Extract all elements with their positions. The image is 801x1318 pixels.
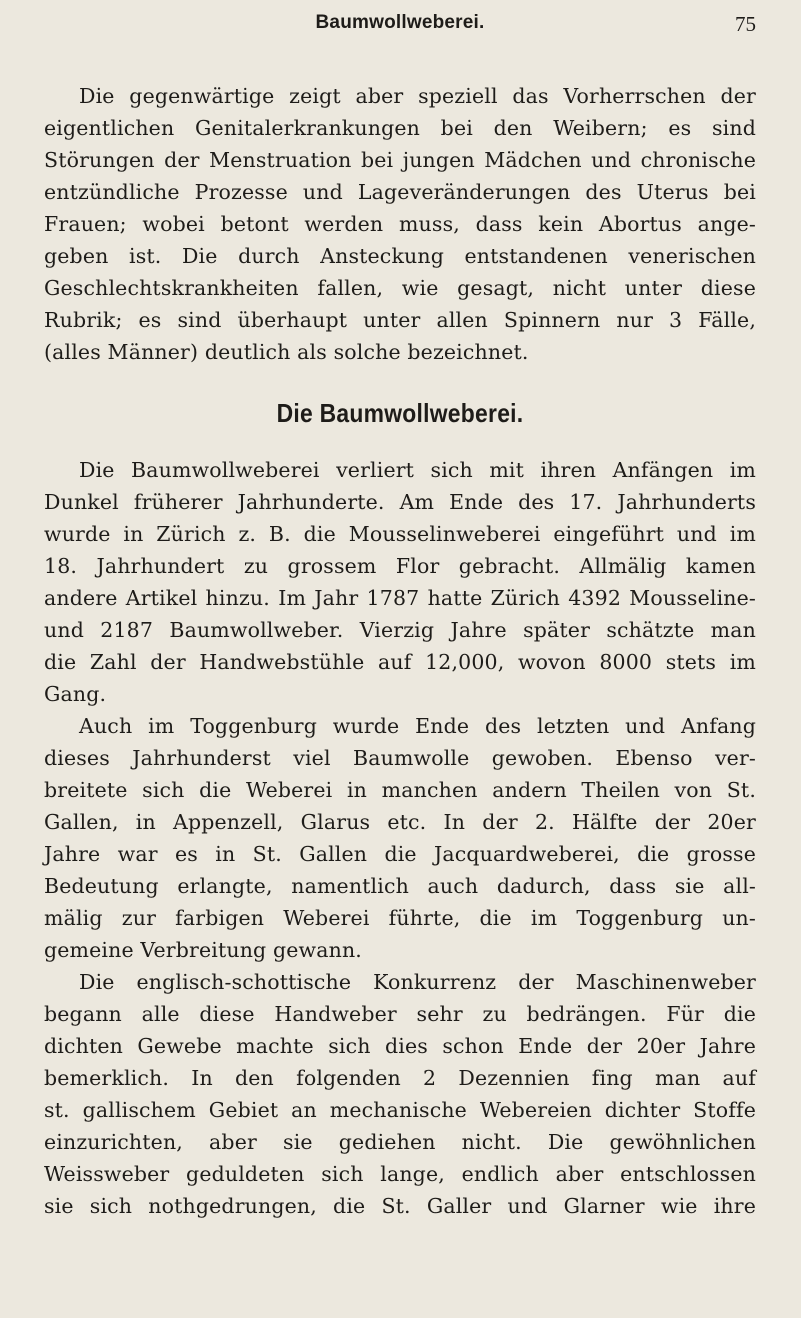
text-line: dichten Gewebe machte sich dies schon Ende der 20er Jahre xyxy=(44,1034,756,1058)
text-line: andere Artikel hinzu. Im Jahr 1787 hatte Zürich 4392 Mousseline- xyxy=(44,586,756,610)
text-line: sie sich nothgedrungen, die St. Galler und Glarner wie ihre xyxy=(44,1194,756,1218)
page-number: 75 xyxy=(735,12,756,36)
text-line: eigentlichen Genitalerkrankungen bei den Weibern; es sind xyxy=(44,116,756,140)
running-title: Baumwollweberei. xyxy=(315,12,485,33)
text-line: Die englisch-schottische Konkurrenz der Maschinenweber xyxy=(79,970,756,994)
section-heading: Die Baumwollweberei. xyxy=(276,398,524,428)
text-line: Die gegenwärtige zeigt aber speziell das Vorherrschen der xyxy=(79,84,756,108)
text-line: st. gallischem Gebiet an mechanische Webereien dichter Stoffe xyxy=(44,1098,756,1122)
text-line: (alles Männer) deutlich als solche bezeichnet. xyxy=(44,340,529,364)
text-line: Gang. xyxy=(44,682,107,706)
text-line: mälig zur farbigen Weberei führte, die im Toggenburg un- xyxy=(44,906,756,930)
text-line: einzurichten, aber sie gediehen nicht. Die gewöhnlichen xyxy=(44,1130,756,1154)
text-line: Rubrik; es sind überhaupt unter allen Spinnern nur 3 Fälle, xyxy=(44,308,756,332)
paragraph-history xyxy=(44,454,756,710)
text-line: Gallen, in Appenzell, Glarus etc. In der 2. Hälfte der 20er xyxy=(44,810,756,834)
text-line: wurde in Zürich z. B. die Mousselinweberei eingeführt und im xyxy=(44,522,756,546)
text-line: und 2187 Baumwollweber. Vierzig Jahre später schätzte man xyxy=(44,618,756,642)
text-line: Dunkel früherer Jahrhunderte. Am Ende des 17. Jahrhunderts xyxy=(44,490,756,514)
paragraph-competition xyxy=(44,966,756,1222)
text-line: Geschlechtskrankheiten fallen, wie gesagt, nicht unter diese xyxy=(44,276,756,300)
text-line: bemerklich. In den folgenden 2 Dezennien fing man auf xyxy=(44,1066,756,1090)
running-header xyxy=(44,12,756,46)
text-line: breitete sich die Weberei in manchen andern Theilen von St. xyxy=(44,778,756,802)
text-line: Auch im Toggenburg wurde Ende des letzten und Anfang xyxy=(79,714,756,738)
text-line: dieses Jahrhunderst viel Baumwolle gewoben. Ebenso ver- xyxy=(44,746,756,770)
text-line: die Zahl der Handwebstühle auf 12,000, wovon 8000 stets im xyxy=(44,650,756,674)
text-line: Weissweber geduldeten sich lange, endlich aber entschlossen xyxy=(44,1162,756,1186)
text-line: Die Baumwollweberei verliert sich mit ihren Anfängen im xyxy=(79,458,756,482)
text-line: Frauen; wobei betont werden muss, dass kein Abortus ange- xyxy=(44,212,756,236)
text-line: Störungen der Menstruation bei jungen Mädchen und chronische xyxy=(44,148,756,172)
body-text xyxy=(44,80,756,1222)
text-line: 18. Jahrhundert zu grossem Flor gebracht. Allmälig kamen xyxy=(44,554,756,578)
text-line: gemeine Verbreitung gewann. xyxy=(44,938,362,962)
paragraph-intro xyxy=(44,80,756,368)
text-line: Bedeutung erlangte, namentlich auch dadurch, dass sie all- xyxy=(44,874,756,898)
text-line: Jahre war es in St. Gallen die Jacquardweberei, die grosse xyxy=(44,842,756,866)
text-line: geben ist. Die durch Ansteckung entstandenen venerischen xyxy=(44,244,756,268)
text-line: begann alle diese Handweber sehr zu bedrängen. Für die xyxy=(44,1002,756,1026)
text-line: entzündliche Prozesse und Lageveränderungen des Uterus bei xyxy=(44,180,756,204)
paragraph-toggenburg xyxy=(44,710,756,966)
